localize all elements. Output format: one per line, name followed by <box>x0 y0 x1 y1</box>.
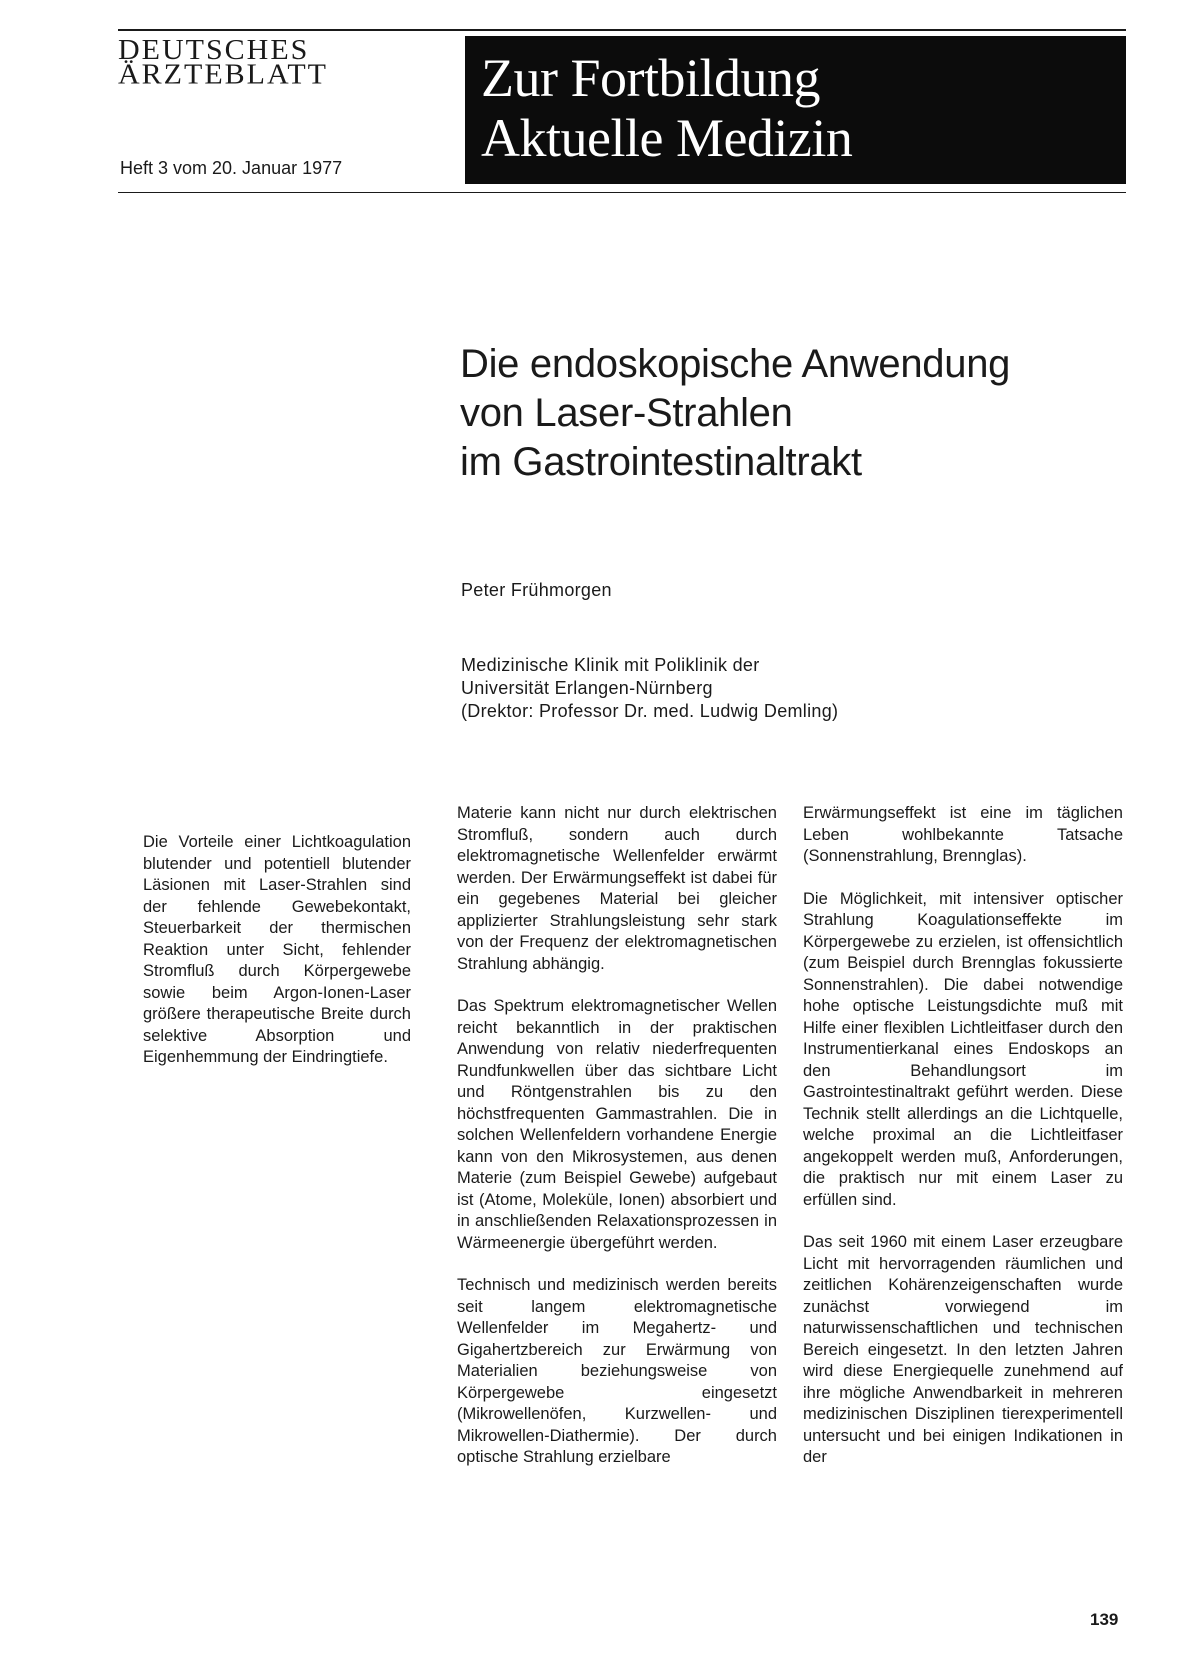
affiliation-line: Medizinische Klinik mit Poliklinik der <box>461 655 760 675</box>
journal-masthead <box>118 34 458 91</box>
top-rule <box>118 29 1126 31</box>
body-column-1 <box>457 803 777 1490</box>
affiliation-line: (Drektor: Professor Dr. med. Ludwig Demling) <box>461 701 839 721</box>
body-paragraph: Das seit 1960 mit einem Laser erzeugbare Licht mit hervorragenden räumlichen und zeitlichen Kohärenzeigenschaften wurde zunächst vorwiegend im naturwissenschaftlichen und technischen Bereich eingesetzt. In den letzten Jahren wird diese Energiequelle zunehmend auf ihre mögliche Anwendbarkeit in mehreren medizinischen Disziplinen tierexperimentell untersucht und bei einigen Indikationen in der <box>803 1233 1123 1466</box>
author-name: Peter Frühmorgen <box>461 580 612 600</box>
masthead-line-1: DEUTSCHES <box>118 34 310 66</box>
affiliation <box>461 654 981 723</box>
body-column-2 <box>803 803 1123 1490</box>
abstract-paragraph: Die Vorteile einer Lichtkoagulation blutender und potentiell blutender Läsionen mit Laser-Strahlen sind der fehlende Gewebekontakt, Steuerbarkeit der thermischen Reaktion unter Sicht, fehlender Stromfluß durch Körpergewebe sowie beim Argon-Ionen-Laser größere therapeutische Breite durch selektive Absorption und Eigenhemmung der Eindringtiefe. <box>143 833 411 1066</box>
title-line: im Gastrointestinaltrakt <box>460 440 862 484</box>
title-line: von Laser-Strahlen <box>460 391 793 435</box>
abstract-column <box>143 832 411 1090</box>
body-paragraph: Materie kann nicht nur durch elektrischen Stromfluß, sondern auch durch elektromagnetische Wellenfelder erwärmt werden. Der Erwärmungseffekt ist dabei für ein gegebenes Material bei gleicher applizierter Strahlungsleistung sehr stark von der Frequenz der elektromagnetischen Strahlung abhängig. <box>457 804 777 973</box>
body-paragraph: Die Möglichkeit, mit intensiver optischer Strahlung Koagulationseffekte im Körpergewebe zu erzielen, ist offensichtlich (zum Beispiel durch Brennglas fokussierte Sonnenstrahlen). Die dabei notwendige hohe optische Leistungsdichte muß mit Hilfe einer flexiblen Lichtleitfaser durch den Instrumentierkanal eines Endoskops an den Behandlungsort im Gastrointestinaltrakt geführt werden. Diese Technik stellt allerdings an die Lichtquelle, welche proximal an die Lichtleitfaser angekoppelt werden muß, Anforderungen, die praktisch nur mit einem Laser zu erfüllen sind. <box>803 889 1123 1209</box>
masthead-line-2: ÄRZTEBLATT <box>118 58 328 91</box>
body-paragraph: Erwärmungseffekt ist eine im täglichen Leben wohlbekannte Tatsache (Sonnenstrahlung, Brennglas). <box>803 804 1123 865</box>
article-title <box>460 340 1140 487</box>
section-line-1: Zur Fortbildung <box>481 48 820 108</box>
issue-line: Heft 3 vom 20. Januar 1977 <box>120 158 343 178</box>
title-line: Die endoskopische Anwendung <box>460 342 1011 386</box>
section-line-2: Aktuelle Medizin <box>481 108 853 168</box>
affiliation-line: Universität Erlangen-Nürnberg <box>461 678 713 698</box>
body-paragraph: Technisch und medizinisch werden bereits seit langem elektromagnetische Wellenfelder im Megahertz- und Gigahertzbereich zur Erwärmung von Materialien beziehungsweise von Körpergewebe eingesetzt (Mikrowellenöfen, Kurzwellen- und Mikrowellen-Diathermie). Der durch optische Strahlung erzielbare <box>457 1276 777 1466</box>
body-paragraph: Das Spektrum elektromagnetischer Wellen reicht bekanntlich in der praktischen Anwendung von relativ niederfrequenten Rundfunkwellen über das sichtbare Licht und Röntgenstrahlen bis zu den höchstfrequenten Gammastrahlen. Die in solchen Wellenfeldern vorhandene Energie kann von den Mikrosystemen, aus denen Materie (zum Beispiel Gewebe) aufgebaut ist (Atome, Moleküle, Ionen) absorbiert und in anschließenden Relaxationsprozessen in Wärmeenergie übergeführt werden. <box>457 997 777 1252</box>
masthead-rule <box>118 192 1126 193</box>
section-banner <box>465 36 1126 184</box>
page-number: 139 <box>1090 1610 1119 1629</box>
